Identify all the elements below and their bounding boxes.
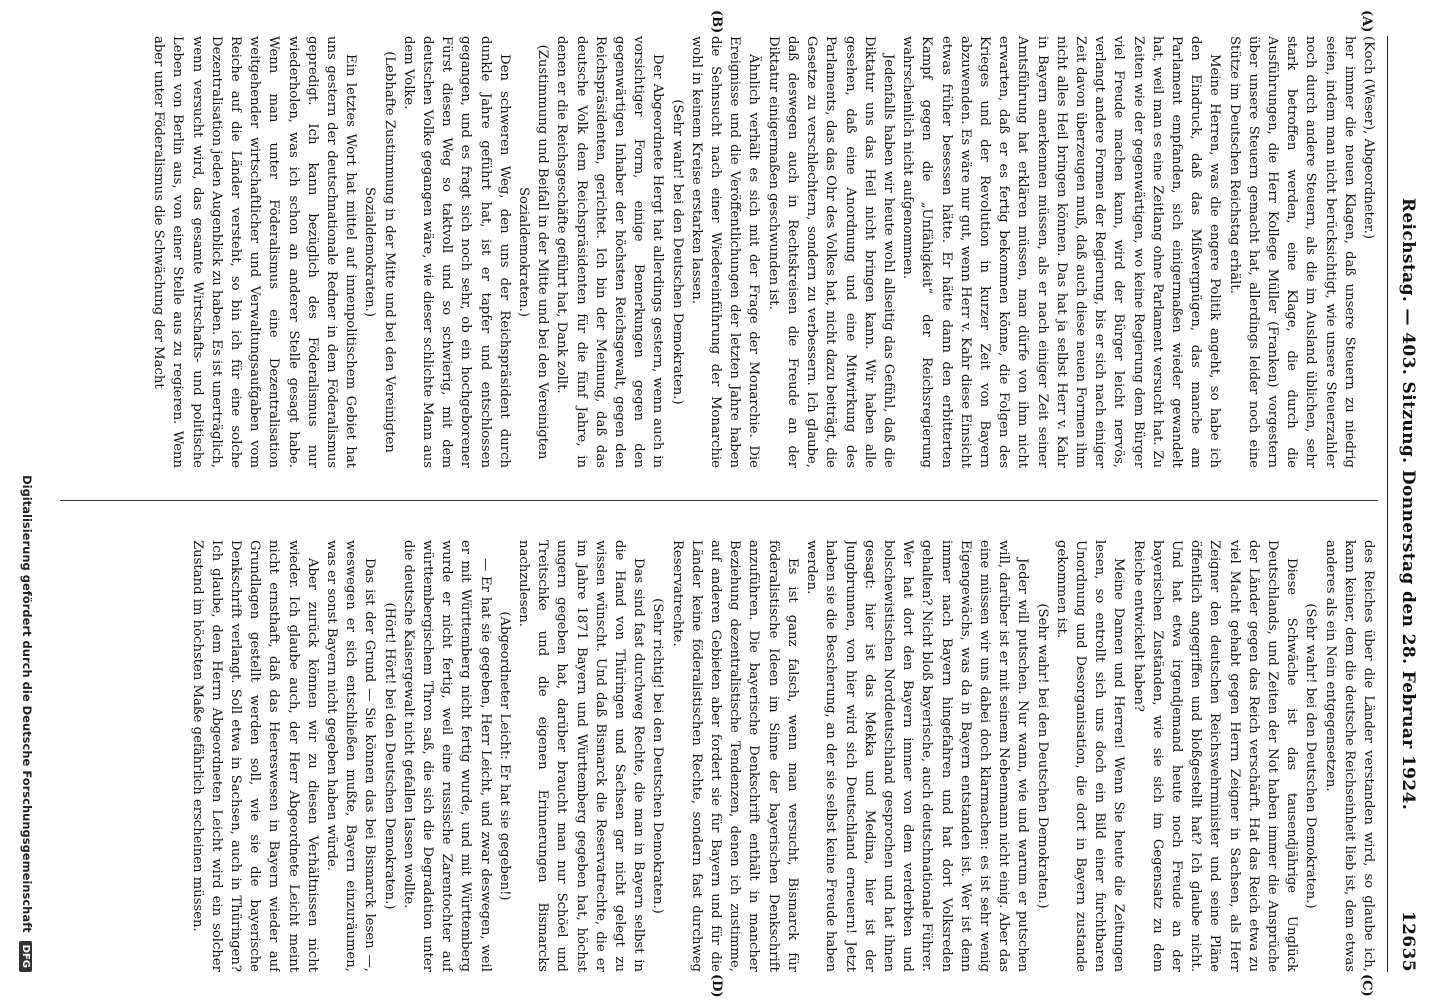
paragraph: Das ist der Grund — Sie können das bei Bismarck lesen —, weswegen er sich entschließen mußte, Bayern einzuräumen, was er sonst Bayern nicht gegeben haben würde. bbox=[324, 540, 378, 972]
digitization-footer bbox=[19, 36, 34, 972]
stage-direction: (Lebhafte Zustimmung in der Mitte und bei den Vereinigten Sozialdemokraten.) bbox=[362, 51, 397, 453]
right-column bbox=[60, 540, 1378, 972]
dfg-logo-icon: DFG bbox=[19, 941, 32, 972]
stage-direction: (Sehr richtig! bei den Deutschen Demokraten.) bbox=[650, 598, 666, 914]
paragraph: Das sind fast durchweg Rechte, die man in Bayern selbst in die Hand von Thüringen und Sachsen gar nicht gelegt zu wissen wünscht. Und daß Bismarck die Reservatrechte, die er im Jahre 1871 Bayern und Württemberg gegeben hat, höchst ungern gegeben hat, darüber braucht man nur Schöel und Treitschke und die eigenen Erinnerungen Bismarcks nachzulesen. bbox=[516, 540, 647, 972]
page-number: 12635 bbox=[1398, 910, 1418, 972]
paragraph: Meine Herren, was die engere Politik angeht, so habe ich den Eindruck, daß das Mißvergnügen, das manche am Parlament empfanden, sich einigermaßen wieder gewandelt hat, weil man es eine Zeitlang ohne Parlament versucht hat. Zu Zeiten wie der gegenwärtigen, wo keine Regierung dem Bürger viel Freude machen kann, wird der Bürger leicht nervös, verlangt andere Formen der Regierung, bis er sich nach einiger Zeit davon überzeugen muß, daß auch diese neuen Formen ihm nicht alles Heil bringen können. Das hat ja selbst Herr v. Kahr in Bayern anerkennen müssen, als er nach einiger Zeit seiner Amtsführung hat erklären müssen, man dürfe von ihm nicht erwarten, daß er es fertig bekommen könne, die Folgen des Krieges und der Revolution in kurzer Zeit von Bayern abzuwenden. Es wäre nur gut, wenn Herr v. Kahr diese Einsicht etwas früher besessen hätte. Er hätte dann den erbitterten Kampf gegen die „Unfähigkeit“ der Reichsregierung wahrscheinlich nicht aufgenommen. bbox=[900, 36, 1223, 468]
margin-marker-d: (D) bbox=[709, 974, 724, 998]
funding-note: Digitalisierung gefördert durch die Deutsche Forschungsgemeinschaft bbox=[20, 475, 34, 933]
page-header bbox=[1392, 36, 1426, 972]
paragraph: Meine Damen und Herren! Wenn Sie heute die Zeitungen lesen, so entrollt sich uns doch ein Bild einer furchtbaren Unordnung und Desorganisation, die dort in Bayern zustande gekommen ist. bbox=[1053, 540, 1127, 972]
left-column bbox=[60, 36, 1378, 468]
speaker-line: (Koch (Weser), Abgeordneter.) bbox=[1361, 36, 1376, 239]
stage-direction: (Sehr wahr! bei den Deutschen Demokraten.) bbox=[669, 99, 685, 405]
paragraph: Jedenfalls haben wir heute wohl allseitig das Gefühl, daß die Diktatur uns das Heil nicht bringen kann. Wir haben alle gesehen, daß eine Anordnung und eine Mitwirkung des Parlaments, das das Ohr des Volkes hat, nicht dazu beiträgt, die Gesetze zu verschlechtern, sondern zu verbessern. Ich glaube, daß deswegen auch in Rechtskreisen die Freude an der Diktatur einigermaßen geschwunden ist. bbox=[765, 36, 896, 468]
paragraph: Der Abgeordnete Hergt hat allerdings gestern, wenn auch in vorsichtiger Form, einige Bemerkungen gegen den gegenwärtigen Inhaber der höchsten Reichsgewalt, gegen den Reichspräsidenten, gerichtet. Ich bin der Meinung, daß das deutsche Volk dem Reichspräsidenten für die fünf Jahre, in denen er die Reichsgeschäfte geführt hat, Dank zollt. bbox=[554, 36, 666, 468]
paragraph: Aber zurück können wir zu diesen Verhältnissen nicht wieder. Ich glaube auch, der Herr Abgeordnete Leicht meint nicht ernsthaft, daß das Heereswesen in Bayern wieder auf Grundlagen gestellt werden soll, wie sie die bayerische Denkschrift verlangt. Soll etwa in Sachsen, auch in Thüringen? Ich glaube, dem Herrn Abgeordneten Leicht wird ein solcher Zustand im höchsten Maße gefährlich erscheinen müssen. bbox=[189, 540, 320, 972]
margin-marker-b: (B) bbox=[709, 10, 724, 34]
paragraph: Diese Schwäche ist das tausendjährige Unglück Deutschlands, und Zeiten der Not haben immer die Ansprüche der Länder gegen das Reich verschärft. Hat das Reich etwa zu viel Macht gehabt gegen Herrn Zeigner in Sachsen, als Herr Zeigner den deutschen Reichswehrminister und seine Pläne öffentlich angegriffen und bloßgestellt hat? Ich glaube nicht. Und hat etwa irgendjemand heute noch Freude an der bayerischen Zuständen, wie sie sich im Gegensatz zu dem Reiche entwickelt haben? bbox=[1130, 540, 1300, 972]
stage-direction: (Hört! Hört! bei den Deutschen Demokraten.) bbox=[381, 602, 397, 910]
margin-marker-c: (C) bbox=[1359, 974, 1374, 997]
paragraph: Ein letztes Wort hat mittel auf innenpolitischem Gebiet hat uns gestern der deutschnationale Redner in dem Föderalismus gepredigt. Ich kann bezüglich des Föderalismus nur wiederholen, was ich schon an anderer Stelle gesagt habe. Wenn man unter Föderalismus eine Dezentralisation weitgehender wirtschaftlicher und Verwaltungsaufgaben vom Reiche auf die Länder versteht, so bin ich für eine solche Dezentralisation jeden Augenblick zu haben. Es ist unerträglich, wenn versucht wird, das gesamte Wirtschafts- und politische Leben von Berlin aus, von einer Stelle aus zu regieren. Wenn aber unter Föderalismus die Schwächung der Macht bbox=[151, 36, 359, 468]
paragraph: Es ist ganz falsch, wenn man versucht, Bismarck für föderalistische Ideen im Sinne der bayerischen Denkschrift anzuführen. Die bayerische Denkschrift enthält in mancher Beziehung dezentralistische Tendenzen, denen ich zustimme, auf anderen Gebieten aber fordert sie für Bayern und für die Länder keine föderalistischen Rechte, sondern fast durchweg Reservatrechte. bbox=[669, 540, 800, 972]
page-title: Reichstag. — 403. Sitzung. Donnerstag den 28. Februar 1924. bbox=[1398, 197, 1418, 811]
stage-direction: (Sehr wahr! bei den Deutschen Demokraten.) bbox=[1034, 603, 1050, 909]
paragraph: Den schweren Weg, den uns der Reichspräsident durch dunkle Jahre geführt hat, ist er tapfer und entschlossen gegangen, und es fragt sich noch sehr, ob ein hochgeborener Fürst diesen Weg so taktvoll und so schwierig, mit dem deutschen Volke gegangen wäre, wie dieser schlichte Mann aus dem Volke. bbox=[400, 36, 512, 468]
paragraph: — Er hat sie gegeben, Herr Leicht, und zwar deswegen, weil er mit Württemberg nicht fertig wurde, und mit Württemberg wurde er nicht fertig, weil eine russische Zarentochter auf württembergischem Thron saß, die sich die Degradation unter die deutsche Kaisergewalt nicht gefallen lassen wollte. bbox=[400, 540, 493, 972]
stage-direction: (Sehr wahr! bei den Deutschen Demokraten.) bbox=[1303, 603, 1319, 909]
column-divider bbox=[60, 500, 1378, 501]
paragraph: Jeder will putschen. Nur wann, wie und warum er putschen will, darüber ist er mit seinem Nebenmann nicht einig. Aber das eine müssen wir uns dabei doch klarmachen: es ist sehr wenig Eigengewächs, was da in Bayern entstanden ist. Wer ist denn immer nach Bayern hingefahren und hat dort Volksreden gehalten? Nicht bloß bayerische, auch deutschnationale Führer. Wer hat dort den Bayern immer von dem verderbten und bolschewistischen Norddeutschland gesprochen und hat ihnen gesagt: hier ist das Mekka und Medina, hier ist der Jungbrunnen, von hier wird sich Deutschland erneuern! Jetzt haben sie die Bescherung, an der sie selbst keine Freude haben werden. bbox=[804, 540, 1031, 972]
paragraph: des Reiches über die Länder verstanden wird, so glaube ich, kann keiner, dem die deutsche Reichseinheit lieb ist, dem etwas anderes als ein Nein entgegensetzen. bbox=[1322, 540, 1376, 972]
paragraph: Ähnlich verhält es sich mit der Frage der Monarchie. Die Ereignisse und die Veröffentlichungen der letzten Jahre haben die Sehnsucht nach einer Wiedereinführung der Monarchie wohl in keinem Kreise erstarken lassen. bbox=[688, 36, 762, 468]
stage-direction: (Zustimmung und Beifall in der Mitte und bei den Vereinigten Sozialdemokraten.) bbox=[516, 44, 551, 460]
stage-direction: (Abgeordneter Leicht: Er hat sie gegeben!) bbox=[496, 611, 512, 901]
header-rule bbox=[1387, 36, 1388, 972]
margin-marker-a: (A) bbox=[1359, 10, 1374, 33]
paragraph: her immer die neuen Klagen, daß unsere Steuern zu niedrig seien, indem man nicht berücksichtigt, wie unsere Steuerzahler noch durch andere Steuern, als die im Ausland üblichen, sehr stark betroffen werden, eine Klage, die durch die Ausführungen, die Herr Kollege Müller (Franken) vorgestern über unsere Steuern gemacht hat, allerdings leider noch eine Stütze im Deutschen Reichstag erhält. bbox=[1226, 36, 1357, 468]
